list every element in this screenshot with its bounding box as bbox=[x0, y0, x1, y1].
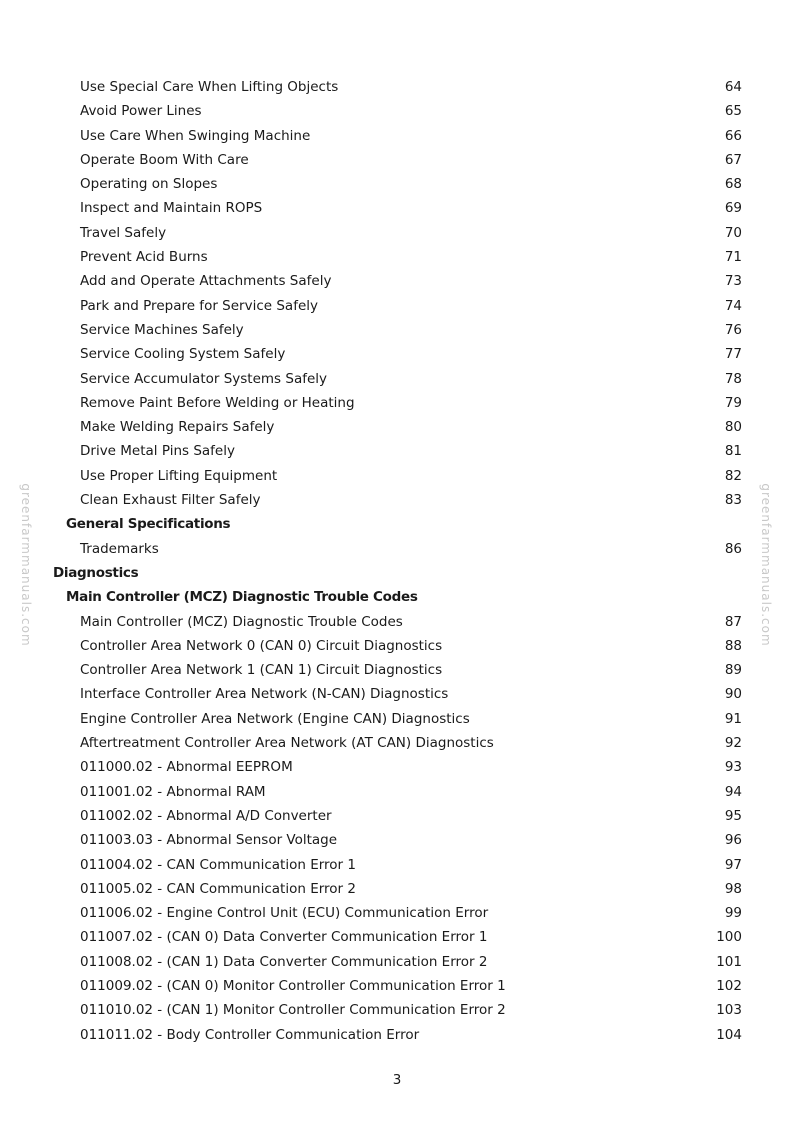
toc-entry[interactable] bbox=[0, 221, 794, 245]
toc-entry-page: 103 bbox=[716, 1002, 742, 1019]
toc-entry[interactable] bbox=[0, 75, 794, 99]
toc-entry[interactable] bbox=[0, 537, 794, 561]
toc-entry-page: 86 bbox=[724, 540, 742, 557]
toc-entry-title: Prevent Acid Burns bbox=[80, 249, 208, 266]
toc-entry-page: 80 bbox=[724, 419, 742, 436]
toc-section-heading bbox=[0, 585, 794, 609]
toc-entry[interactable] bbox=[0, 245, 794, 269]
toc-entry[interactable] bbox=[0, 391, 794, 415]
toc-entry[interactable] bbox=[0, 464, 794, 488]
toc-entry-page: 78 bbox=[724, 370, 742, 387]
toc-entry-title: Operating on Slopes bbox=[80, 176, 218, 193]
toc-entry-page: 101 bbox=[716, 953, 742, 970]
toc-entry[interactable] bbox=[0, 488, 794, 512]
toc-entry-page: 102 bbox=[716, 977, 742, 994]
toc-entry[interactable] bbox=[0, 658, 794, 682]
watermark-left: greenfarmmanuals.com bbox=[19, 483, 33, 647]
toc-entry[interactable] bbox=[0, 415, 794, 439]
toc-entry-title: 011009.02 - (CAN 0) Monitor Controller Communication Error 1 bbox=[80, 977, 506, 994]
toc-entry-title: 011002.02 - Abnormal A/D Converter bbox=[80, 807, 332, 824]
toc-entry-title: General Specifications bbox=[66, 516, 231, 533]
toc-entry-title: Inspect and Maintain ROPS bbox=[80, 200, 263, 217]
toc-section-heading bbox=[0, 561, 794, 585]
toc-entry-title: Service Machines Safely bbox=[80, 321, 244, 338]
toc-entry-page: 69 bbox=[724, 200, 742, 217]
toc-entry-title: Use Special Care When Lifting Objects bbox=[80, 79, 339, 95]
toc-entry-title: Main Controller (MCZ) Diagnostic Trouble Codes bbox=[80, 613, 403, 630]
toc-entry-page: 93 bbox=[724, 759, 742, 776]
toc-entry-page: 64 bbox=[724, 79, 742, 95]
toc-entry[interactable] bbox=[0, 367, 794, 391]
toc-entry-title: Interface Controller Area Network (N-CAN) Diagnostics bbox=[80, 686, 449, 703]
toc-entry-title: Park and Prepare for Service Safely bbox=[80, 297, 318, 314]
toc-entry-title: Diagnostics bbox=[53, 564, 139, 581]
toc-entry[interactable] bbox=[0, 682, 794, 706]
toc-entry-title: Controller Area Network 0 (CAN 0) Circuit Diagnostics bbox=[80, 637, 443, 654]
toc-entry-title: Operate Boom With Care bbox=[80, 151, 249, 168]
toc-entry[interactable] bbox=[0, 950, 794, 974]
toc-entry-page: 83 bbox=[724, 492, 742, 509]
toc-entry-page: 73 bbox=[724, 273, 742, 290]
toc-entry-title: Service Accumulator Systems Safely bbox=[80, 370, 328, 387]
toc-entry[interactable] bbox=[0, 269, 794, 293]
toc-entry-page: 76 bbox=[724, 321, 742, 338]
toc-entry-title: 011010.02 - (CAN 1) Monitor Controller Communication Error 2 bbox=[80, 1002, 506, 1019]
toc-entry-page: 70 bbox=[724, 224, 742, 241]
toc-entry-title: Aftertreatment Controller Area Network (AT CAN) Diagnostics bbox=[80, 735, 494, 752]
toc-entry-page: 97 bbox=[724, 856, 742, 873]
toc-entry[interactable] bbox=[0, 998, 794, 1022]
toc-entry-page: 82 bbox=[724, 467, 742, 484]
toc-entry-page: 92 bbox=[724, 735, 742, 752]
toc-entry-title: Drive Metal Pins Safely bbox=[80, 443, 235, 460]
toc-entry-page: 89 bbox=[724, 662, 742, 679]
toc-entry[interactable] bbox=[0, 196, 794, 220]
toc-entry[interactable] bbox=[0, 974, 794, 998]
toc-entry[interactable] bbox=[0, 148, 794, 172]
toc-entry-title: 011001.02 - Abnormal RAM bbox=[80, 783, 266, 800]
toc-entry-title: Travel Safely bbox=[80, 224, 167, 241]
toc-entry[interactable] bbox=[0, 853, 794, 877]
toc-entry[interactable] bbox=[0, 318, 794, 342]
toc-entry[interactable] bbox=[0, 294, 794, 318]
toc-entry-page: 81 bbox=[724, 443, 742, 460]
table-of-contents bbox=[0, 75, 794, 1047]
toc-entry-page: 91 bbox=[724, 710, 742, 727]
toc-entry-title: 011007.02 - (CAN 0) Data Converter Communication Error 1 bbox=[80, 929, 488, 946]
toc-entry-page: 100 bbox=[716, 929, 742, 946]
toc-entry-title: Service Cooling System Safely bbox=[80, 346, 286, 363]
toc-entry[interactable] bbox=[0, 172, 794, 196]
toc-entry-title: 011005.02 - CAN Communication Error 2 bbox=[80, 880, 356, 897]
toc-entry-title: Engine Controller Area Network (Engine CAN) Diagnostics bbox=[80, 710, 470, 727]
toc-entry-title: Main Controller (MCZ) Diagnostic Trouble Codes bbox=[66, 589, 418, 606]
page-number: 3 bbox=[392, 1072, 402, 1088]
toc-entry[interactable] bbox=[0, 877, 794, 901]
toc-entry-page: 90 bbox=[724, 686, 742, 703]
toc-entry-title: Use Care When Swinging Machine bbox=[80, 127, 311, 144]
toc-entry-page: 65 bbox=[724, 103, 742, 120]
toc-entry-page: 104 bbox=[716, 1026, 742, 1043]
toc-entry[interactable] bbox=[0, 901, 794, 925]
toc-entry-page: 67 bbox=[724, 151, 742, 168]
toc-entry-title: 011004.02 - CAN Communication Error 1 bbox=[80, 856, 356, 873]
toc-entry-page: 71 bbox=[724, 249, 742, 266]
toc-entry[interactable] bbox=[0, 439, 794, 463]
toc-entry-title: Clean Exhaust Filter Safely bbox=[80, 492, 261, 509]
toc-entry-page: 95 bbox=[724, 807, 742, 824]
toc-entry-page: 74 bbox=[724, 297, 742, 314]
toc-entry[interactable] bbox=[0, 707, 794, 731]
toc-entry-page: 79 bbox=[724, 394, 742, 411]
toc-entry[interactable] bbox=[0, 1023, 794, 1047]
toc-entry[interactable] bbox=[0, 610, 794, 634]
toc-entry-title: Use Proper Lifting Equipment bbox=[80, 467, 278, 484]
toc-entry-title: Controller Area Network 1 (CAN 1) Circuit Diagnostics bbox=[80, 662, 443, 679]
toc-entry-title: Trademarks bbox=[80, 540, 159, 557]
toc-entry-title: 011006.02 - Engine Control Unit (ECU) Communication Error bbox=[80, 905, 489, 922]
toc-entry-title: Avoid Power Lines bbox=[80, 103, 202, 120]
toc-entry-title: Make Welding Repairs Safely bbox=[80, 419, 275, 436]
toc-entry[interactable] bbox=[0, 828, 794, 852]
toc-entry[interactable] bbox=[0, 925, 794, 949]
toc-entry[interactable] bbox=[0, 634, 794, 658]
toc-entry-page: 88 bbox=[724, 637, 742, 654]
toc-entry[interactable] bbox=[0, 124, 794, 148]
toc-entry-title: 011000.02 - Abnormal EEPROM bbox=[80, 759, 293, 776]
toc-entry[interactable] bbox=[0, 342, 794, 366]
toc-entry[interactable] bbox=[0, 731, 794, 755]
toc-entry-page: 87 bbox=[724, 613, 742, 630]
toc-entry-title: Add and Operate Attachments Safely bbox=[80, 273, 332, 290]
toc-entry-page: 66 bbox=[724, 127, 742, 144]
toc-section-heading bbox=[0, 512, 794, 536]
toc-entry[interactable] bbox=[0, 780, 794, 804]
toc-entry-page: 99 bbox=[724, 905, 742, 922]
toc-entry-page: 68 bbox=[724, 176, 742, 193]
toc-entry[interactable] bbox=[0, 99, 794, 123]
toc-entry-title: Remove Paint Before Welding or Heating bbox=[80, 394, 355, 411]
toc-entry-title: 011003.03 - Abnormal Sensor Voltage bbox=[80, 832, 338, 849]
toc-entry[interactable] bbox=[0, 755, 794, 779]
toc-entry-page: 94 bbox=[724, 783, 742, 800]
toc-entry-page: 98 bbox=[724, 880, 742, 897]
watermark-right: greenfarmmanuals.com bbox=[759, 483, 773, 647]
toc-entry-title: 011008.02 - (CAN 1) Data Converter Communication Error 2 bbox=[80, 953, 488, 970]
toc-entry[interactable] bbox=[0, 804, 794, 828]
toc-entry-page: 96 bbox=[724, 832, 742, 849]
toc-entry-title: 011011.02 - Body Controller Communication Error bbox=[80, 1026, 420, 1043]
toc-entry-page: 77 bbox=[724, 346, 742, 363]
